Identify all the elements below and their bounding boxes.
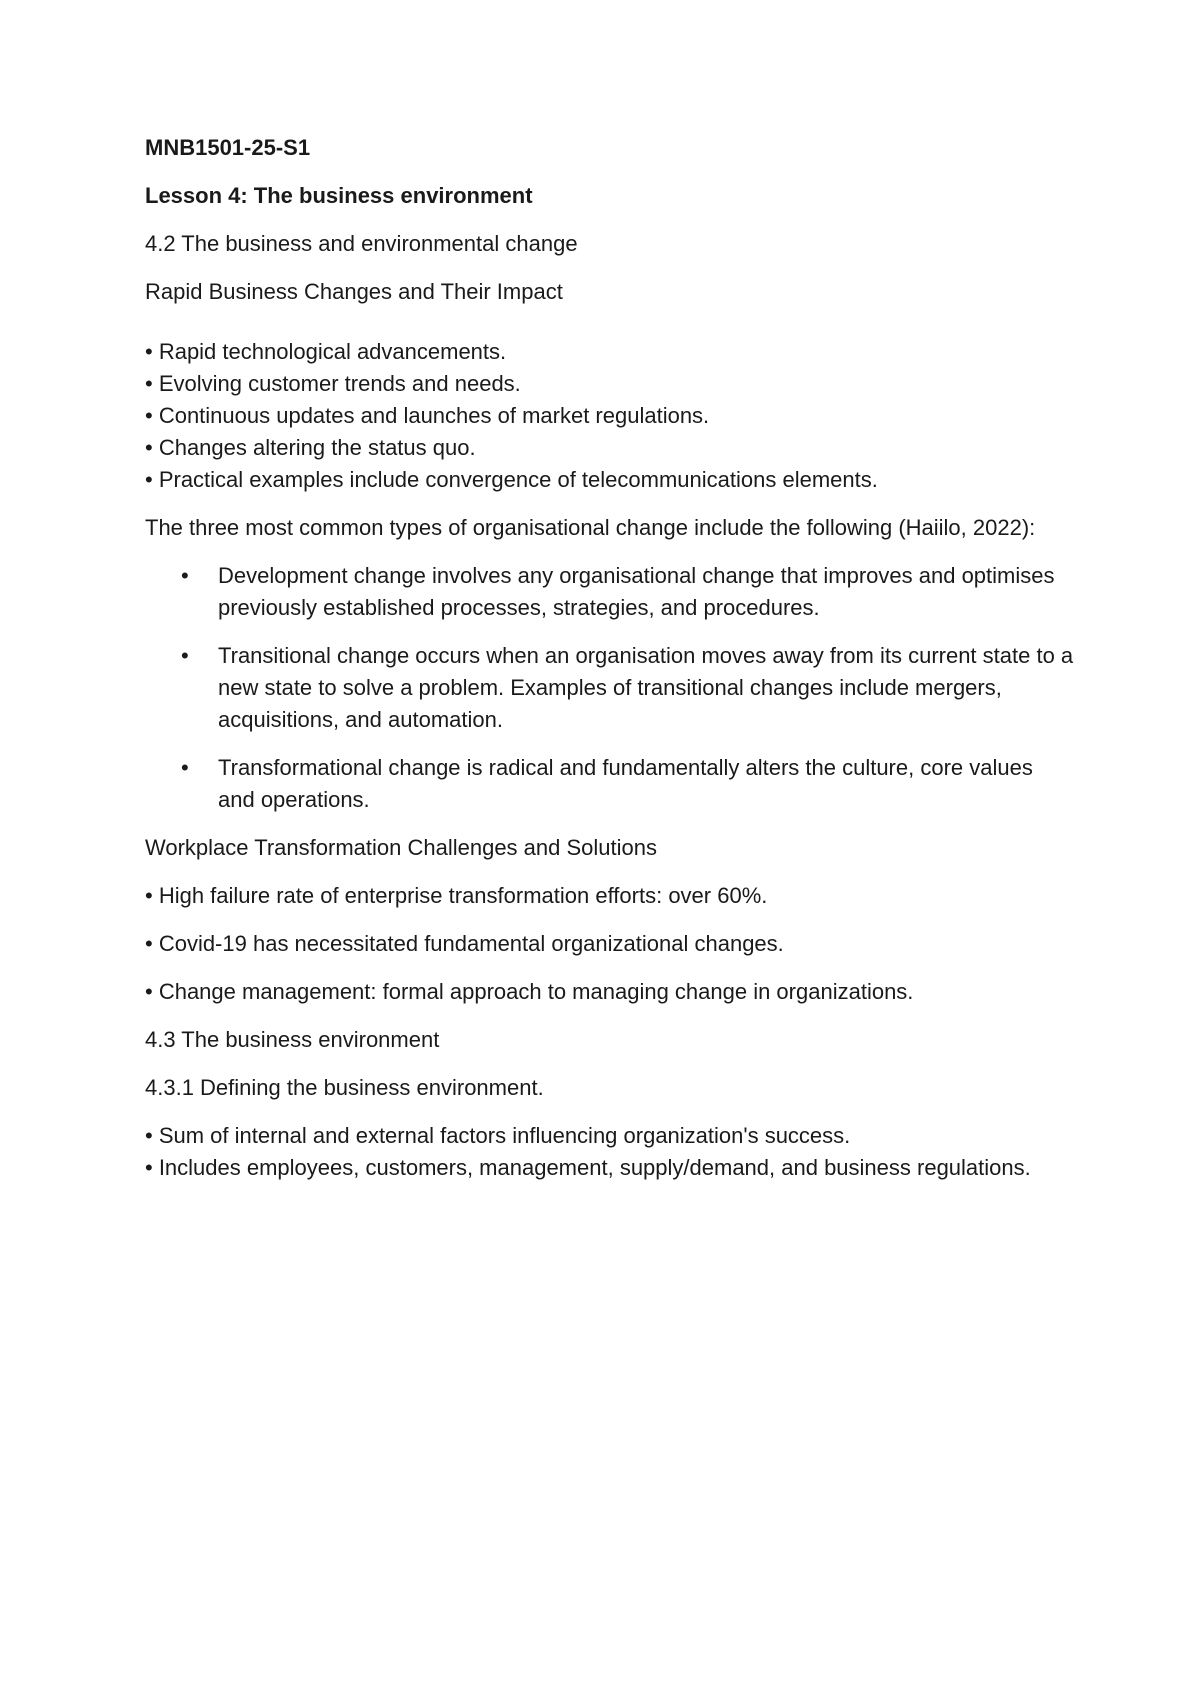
list-item: • Practical examples include convergence of telecommunications elements.: [145, 467, 878, 492]
change-type-development: Development change involves any organisational change that improves and optimises previously established processes, strategies, and procedures.: [218, 563, 1055, 620]
bullet-icon: •: [181, 755, 189, 780]
subheading-rapid-changes: Rapid Business Changes and Their Impact: [145, 279, 563, 304]
list-item: • Rapid technological advancements.: [145, 339, 507, 364]
subheading-workplace: Workplace Transformation Challenges and Solutions: [145, 835, 657, 860]
section-heading-4-2: 4.2 The business and environmental change: [145, 231, 578, 256]
list-item: [145, 560, 1075, 624]
list-item: • Sum of internal and external factors influencing organization's success.: [145, 1123, 851, 1148]
list-item: • High failure rate of enterprise transformation efforts: over 60%.: [145, 883, 768, 908]
bullet-icon: •: [181, 643, 189, 668]
change-type-transitional: Transitional change occurs when an organisation moves away from its current state to a new state to solve a problem. Examples of transitional changes include mergers, acquisitions, and automation.: [218, 643, 1074, 732]
section-heading-4-3-1: 4.3.1 Defining the business environment.: [145, 1075, 544, 1100]
list-item: • Includes employees, customers, management, supply/demand, and business regulations.: [145, 1155, 1031, 1180]
section-heading-4-3: 4.3 The business environment: [145, 1027, 440, 1052]
list-item: • Evolving customer trends and needs.: [145, 371, 521, 396]
list-item: • Changes altering the status quo.: [145, 435, 476, 460]
environment-list: [145, 1120, 1075, 1184]
document-page: [145, 132, 1075, 1200]
list-item: • Continuous updates and launches of market regulations.: [145, 403, 710, 428]
list-item: • Covid-19 has necessitated fundamental organizational changes.: [145, 931, 784, 956]
course-code: MNB1501-25-S1: [145, 135, 311, 160]
bullet-icon: •: [181, 563, 189, 588]
rapid-changes-list: [145, 336, 1075, 496]
list-item: [145, 752, 1075, 816]
change-types-list: [145, 560, 1075, 816]
change-type-transformational: Transformational change is radical and fundamentally alters the culture, core values and operations.: [218, 755, 1033, 812]
change-types-intro: The three most common types of organisational change include the following (Haiilo, 2022):: [145, 515, 1036, 540]
list-item: [145, 640, 1075, 736]
list-item: • Change management: formal approach to managing change in organizations.: [145, 979, 914, 1004]
lesson-title: Lesson 4: The business environment: [145, 183, 533, 208]
